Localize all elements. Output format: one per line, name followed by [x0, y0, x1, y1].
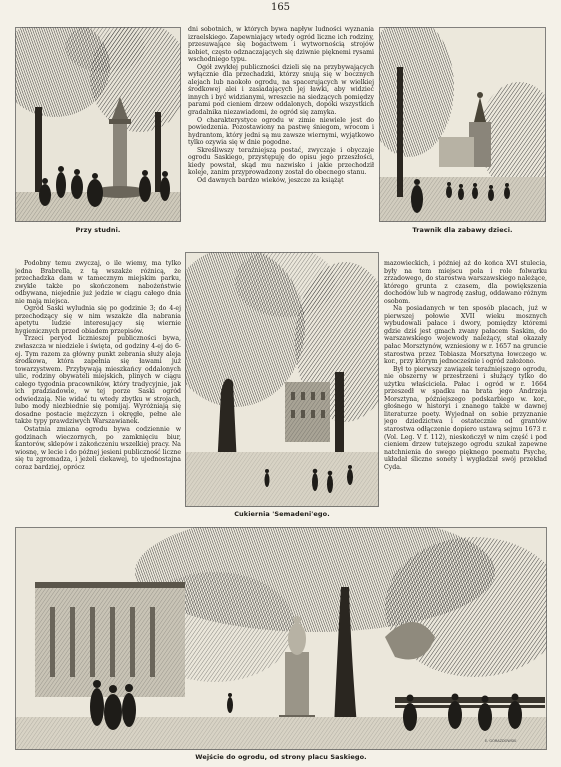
paragraph: Ogół zwykłej publiczności dzieli się na przybywających wyłącznie dla przechadzki, którzy snują się w bocznych alejach lub naokoło ogrodu, na spacerujących w wielkiej środkowej alei i zasiadających jej ławki, aby widzieć innych i być widzianymi, wreszcie na siedzących pomiędzy parami pod cieniem drzew oddalonych, dopóki wszystkich gradalnika niezawiadomi, że ogród się zamyka. — [188, 63, 374, 117]
lawn-illustration — [379, 27, 546, 222]
cafe-caption: Cukiernia 'Semadeni'ego. — [234, 510, 330, 518]
paragraph: Trzeci peryod licznieszej publiczności bywa, zwłaszcza w niedziele i święta, od godziny 4-ej do 6-ej. Tym razem za główny punkt zebrania służy aleja środkowa, która zapełnia się ławami już towarzystwem. Przybywają mieszkańcy oddalonych ulic, rodziny obywateli miejskich, plinych w ciągu całego tygodnia pracowników, który tradycyjnie, jak ich pradziadowie, w tej porze Saski ogród odwiedzają. Nie widać tu wtedy zbytku w strojach, lubo mody niezbiednie się pomijaj. Wyróżniają się dosadne postacie mężczyzn i okręgłe, pełne ale także typy prawdziwych Warszawianek. — [15, 335, 181, 426]
paragraph: Skreśliwszy teraźniejszą postać, zwyczaje i obyczaje ogrodu Saskiego, przystępuję do opisu jego przeszłości, kiedy powstał, skąd mu nazwisko i jakie przechodził koleje, zanim przyprowadzony został do obecnego stanu. — [188, 146, 374, 177]
lawn-caption: Trawnik dla zabawy dzieci. — [412, 226, 513, 234]
paragraph: Podobny temu zwyczaj, o ile wiemy, ma tylko jedna Brabrella, z tą wszakże różnicą, że przechadzka dam w tamecznym miejskim parku, zwykle także po skończonem nabożeństwie odbywana, niejednie już jedzie w ciągu całego dnia nie mają miejsca. — [15, 260, 181, 305]
text-column-top-center — [188, 26, 374, 241]
entrance-illustration — [15, 527, 547, 750]
well-caption: Przy studni. — [75, 226, 121, 234]
paragraph: Na posiadanych w ten sposób placach, już w pierwszej połowie XVII wieku mosznych wybudowali pałace i dwory, pomiędzy któremi gdzie dziś jest gmach zwany pałacem Saskim, do warszawskiego wojewody należący, stał okazały pałac Morsztynów, wzniesiony w r. 1657 na gruncie starostwa przez Tobiasza Morsztyna łowczego w. kor., przy którym jednocześnie i ogród założono. — [384, 305, 547, 366]
text-column-middle-left — [15, 260, 181, 522]
text-column-middle-right — [384, 260, 547, 522]
well-illustration — [15, 27, 181, 222]
page-number: 165 — [270, 2, 291, 13]
paragraph: Od dawnych bardzo wieków, jeszcze za książąt — [197, 176, 344, 184]
paragraph: dni sobotnich, w których bywa napływ ludności wyznania izraelskiego. Zapewniający wtedy ogród liczne ich rodziny, przesuwające się bogactwem i wytwornością strojów kobiet, często odznaczających się dziwnie pięknemi rysami wschodniego typu. — [188, 26, 374, 64]
engraver-signature: E. GORAZDOWSKI — [485, 739, 517, 743]
paragraph: Był to pierwszy zawiązek teraźniejszego ogrodu, nie obszerny w przestrzeni i służący tylko do użytku właściciela. Pałac i ogród w r. 1664 przeszedł w spadku na brata jego Andrzeja Morsztyna, późniejszego podskarbiego w. kor., głośnego w historyi i znanego także w dawnej literaturze poety. Wyjednał on sobie przyznanie jego dziedzictwa i ostatecznie od grantów starostwa odłączenie dopiero ustawą sejmu 1673 r. (Vol. Leg. V f. 112), nieskończył w nim część i pod cieniem drzew tutejszego ogrodu szukał zapewne natchnienia do swego pięknego poematu Psyche, układał śliczne sonety i wygładzał swój przekład Cyda. — [384, 365, 547, 471]
cafe-illustration — [185, 252, 379, 507]
paragraph: Ogród Saski wyludnia się po godzinie 3; do 4-ej przechodzący się w nim wszakże dla nabrania apetytu ludzie interesujący się wiernie hygienicznych przed obiadem przepisów. — [15, 305, 181, 335]
paragraph: O charakterystyce ogrodu w zimie niewiele jest do powiedzenia. Pozostawiony na pastwę śniegom, wrocom i hydrantom, który jedni są mu zawsze wiernymi, wyjątkowo tylko ozywia się w dnie pogodne. — [188, 116, 374, 147]
paragraph: Ostatnia zmiana ogrodu bywa codziennie w godzinach wieczornych, po zamknięciu biur, kantorów, sklepów i zakończeniu wszelkiej pracy. Na wiosnę, w lecie i do późnej jesieni publiczność liczne się tu zgromadza, i jeżeli ciekawej, to ujednostajna coraz bardziej, oprócz — [15, 426, 181, 471]
entrance-caption: Wejście do ogrodu, od strony placu Saskiego. — [195, 753, 367, 761]
paragraph: mazowieckich, i później aż do końca XVI stulecia, były na tem miejscu pola i role folwarku zrzadowego, do starostwa warszawskiego należące, którego grunta z czasem, dla powiększenia dochodów lub w nagrodę zasług, oddawano różnym osobom. — [384, 260, 547, 305]
